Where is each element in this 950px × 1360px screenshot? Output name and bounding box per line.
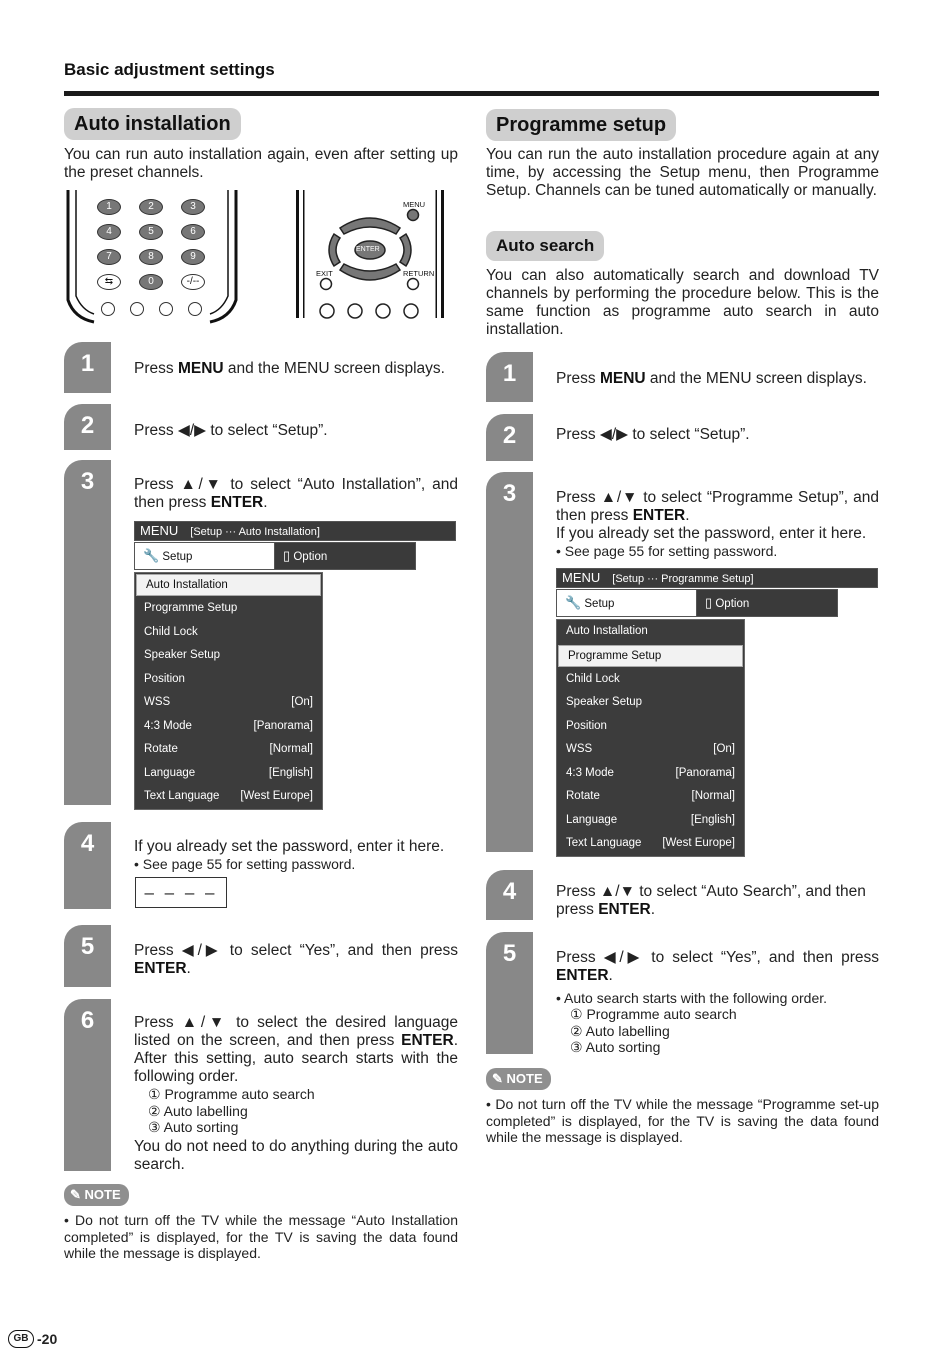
right-step-1-text: Press MENU and the MENU screen displays. <box>556 370 867 387</box>
menu-item-position[interactable]: Position <box>566 719 607 732</box>
left-step-1-text: Press MENU and the MENU screen displays. <box>134 360 445 377</box>
step-marker-5: 5 <box>486 932 533 1054</box>
menu-item-child-lock[interactable]: Child Lock <box>566 672 620 685</box>
left-step-4-bullet: • See page 55 for setting password. <box>134 856 356 872</box>
left-menu-screen <box>134 521 456 570</box>
subpage-button-icon <box>188 302 202 316</box>
menu-item-wss[interactable]: WSS [On] <box>144 696 313 708</box>
key-5: 5 <box>139 224 163 240</box>
section-title-programme-setup: Programme setup <box>486 109 676 141</box>
right-step-2-text: Press ◀/▶ to select “Setup”. <box>556 426 750 443</box>
menu-item-language[interactable]: Language [English] <box>566 813 735 826</box>
left-menu-list <box>134 572 323 810</box>
left-step-5-text: Press ◀/▶ to select “Yes”, and then press ENTER. <box>134 942 458 977</box>
page-header: Basic adjustment settings <box>64 60 275 79</box>
key-1: 1 <box>97 199 121 215</box>
right-step-3-bullet: • See page 55 for setting password. <box>556 543 778 559</box>
step-marker-1: 1 <box>486 352 533 402</box>
menu-key-label: MENU <box>403 200 426 209</box>
menu-item-text-language[interactable]: Text Language [West Europe] <box>566 837 735 849</box>
left-step-6-text: Press ▲/▼ to select the desired language listed on the screen, and then press ENTER. After this setting, auto search starts with the following order. <box>134 1014 458 1085</box>
page-number: -20 <box>37 1331 58 1347</box>
key-4: 4 <box>97 224 121 240</box>
menu-item-auto-installation[interactable]: Auto Installation <box>566 625 648 637</box>
left-note-badge: ✎ NOTE <box>64 1184 129 1206</box>
dash-key-icon: -/-- <box>181 274 205 290</box>
tab-setup[interactable]: 🔧 Setup <box>134 542 276 570</box>
right-step-5-order: ① Programme auto search ② Auto labelling ③ Auto sorting <box>570 1006 737 1055</box>
left-note-text: • Do not turn off the TV while the message “Auto Installation completed” is displayed, for the TV is saving the data found while the message is displayed. <box>64 1212 458 1261</box>
navigation-pad-icon <box>294 190 446 325</box>
tab-setup[interactable]: 🔧 Setup <box>556 589 698 617</box>
step-marker-3: 3 <box>486 472 533 852</box>
right-step-3-extra: If you already set the password, enter it here. <box>556 525 867 542</box>
right-step-5-bullet: • Auto search starts with the following order. <box>556 990 828 1006</box>
step-marker-1: 1 <box>64 342 111 393</box>
step-marker-3: 3 <box>64 460 111 805</box>
menu-item-child-lock[interactable]: Child Lock <box>144 625 198 638</box>
setup-icon: 🔧 <box>143 548 160 563</box>
step-marker-5: 5 <box>64 925 111 987</box>
menu-item-speaker-setup[interactable]: Speaker Setup <box>144 649 221 661</box>
menu-item-rotate[interactable]: Rotate [Normal] <box>144 743 313 755</box>
key-0: 0 <box>139 274 163 290</box>
left-step-2-text: Press ◀/▶ to select “Setup”. <box>134 422 328 439</box>
right-step-4-text: Press ▲/▼ to select “Auto Search”, and then press ENTER. <box>556 883 866 918</box>
right-intro: You can run the auto installation procedure again at any time, by accessing the Setup menu, then Programme Setup. Channels can be tuned automatically or manually. <box>486 146 879 199</box>
menu-item-wss[interactable]: WSS [On] <box>566 743 735 755</box>
section-title-auto-installation: Auto installation <box>64 108 241 140</box>
option-icon: ▯ <box>705 595 713 610</box>
subsection-title-auto-search: Auto search <box>486 231 604 261</box>
right-step-5-text: Press ◀/▶ to select “Yes”, and then press ENTER. <box>556 949 879 984</box>
pencil-icon: ✎ <box>492 1071 507 1086</box>
menu-item-programme-setup[interactable]: Programme Setup <box>144 602 238 614</box>
left-intro: You can run auto installation again, even after setting up the preset channels. <box>64 146 458 181</box>
step-marker-4: 4 <box>486 870 533 920</box>
menu-item-language[interactable]: Language [English] <box>144 766 313 779</box>
menu-item-43-mode[interactable]: 4:3 Mode [Panorama] <box>566 766 735 779</box>
remote-navigation-illustration <box>294 190 446 325</box>
key-7: 7 <box>97 249 121 265</box>
password-field[interactable]: – – – – <box>135 877 227 908</box>
pencil-icon: ✎ <box>70 1187 85 1202</box>
step-marker-4: 4 <box>64 822 111 909</box>
left-step-4-text: If you already set the password, enter it here. <box>134 838 445 855</box>
right-step-3-text: Press ▲/▼ to select “Programme Setup”, and then press ENTER. <box>556 489 879 524</box>
right-menu-screen <box>556 568 878 617</box>
header-rule <box>64 91 879 96</box>
tab-option[interactable]: ▯ Option <box>274 542 416 570</box>
key-3: 3 <box>181 199 205 215</box>
step-marker-2: 2 <box>64 404 111 450</box>
right-menu-list <box>556 619 745 857</box>
key-2: 2 <box>139 199 163 215</box>
remote-keypad-illustration <box>64 190 240 325</box>
left-step-6-order: ① Programme auto search ② Auto labelling ③ Auto sorting <box>148 1086 315 1135</box>
tab-option[interactable]: ▯ Option <box>696 589 838 617</box>
key-9: 9 <box>181 249 205 265</box>
right-subintro: You can also automatically search and download TV channels by performing the procedure below. This is the same function as programme auto search in auto installation. <box>486 267 879 338</box>
menu-bar: MENU [Setup ··· Programme Setup] <box>556 568 878 588</box>
setup-icon: 🔧 <box>565 595 582 610</box>
page-footer <box>8 1330 57 1348</box>
return-key-label: RETURN <box>403 269 435 278</box>
left-step-6-tail: You do not need to do anything during the auto search. <box>134 1138 458 1173</box>
menu-item-programme-setup[interactable]: Programme Setup <box>558 645 743 667</box>
step-marker-2: 2 <box>486 414 533 461</box>
menu-item-speaker-setup[interactable]: Speaker Setup <box>566 696 643 708</box>
reveal-button-icon <box>130 302 144 316</box>
hold-button-icon <box>159 302 173 316</box>
key-8: 8 <box>139 249 163 265</box>
enter-key-label: ENTER <box>356 246 380 253</box>
right-note-text: • Do not turn off the TV while the message “Programme set-up completed” is displayed, for the TV is saving the data found while the message is displayed. <box>486 1096 879 1145</box>
menu-item-43-mode[interactable]: 4:3 Mode [Panorama] <box>144 719 313 732</box>
option-icon: ▯ <box>283 548 291 563</box>
menu-item-auto-installation[interactable]: Auto Installation <box>136 574 321 596</box>
step-marker-6: 6 <box>64 999 111 1171</box>
left-step-3-text: Press ▲/▼ to select “Auto Installation”, and then press ENTER. <box>134 476 458 511</box>
menu-item-rotate[interactable]: Rotate [Normal] <box>566 790 735 802</box>
region-badge: GB <box>8 1330 34 1348</box>
menu-item-text-language[interactable]: Text Language [West Europe] <box>144 790 313 802</box>
menu-item-position[interactable]: Position <box>144 672 185 685</box>
menu-bar: MENU [Setup ··· Auto Installation] <box>134 521 456 541</box>
right-note-badge: ✎ NOTE <box>486 1068 551 1090</box>
key-6: 6 <box>181 224 205 240</box>
teletext-button-icon <box>101 302 115 316</box>
flashback-key-icon: ⇆ <box>97 274 121 290</box>
exit-key-label: EXIT <box>316 269 333 278</box>
